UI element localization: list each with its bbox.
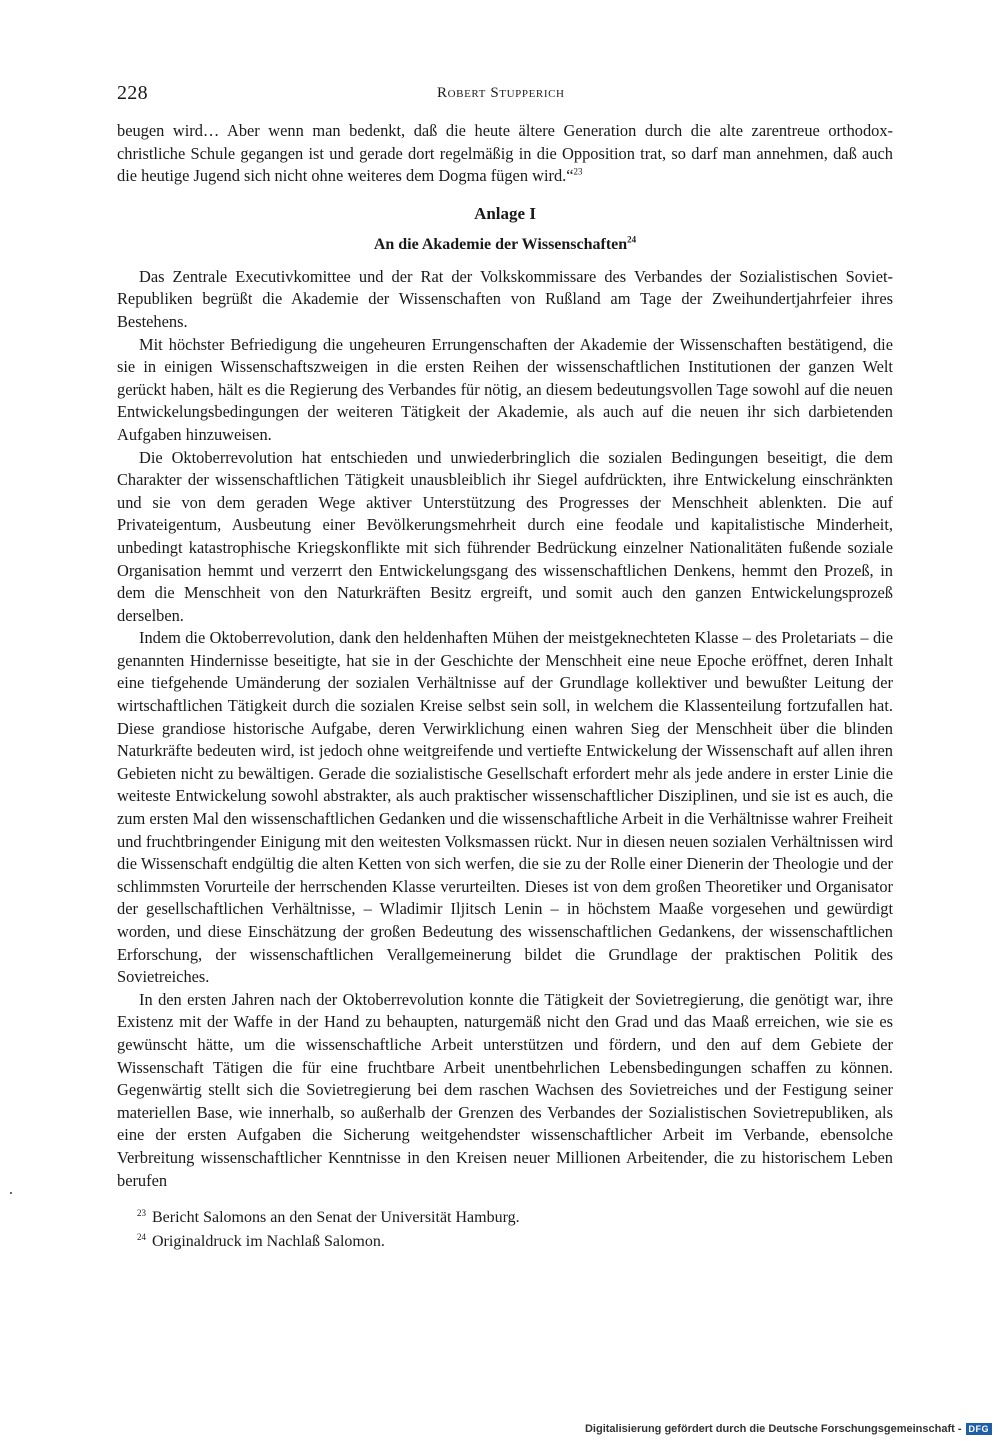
- page-number: 228: [117, 82, 148, 104]
- running-head: Robert Stupperich: [437, 85, 565, 101]
- footnote-24: [117, 1230, 893, 1254]
- paragraph-5: In den ersten Jahren nach der Oktoberrevolution konnte die Tätigkeit der Sovietregierung, die genötigt war, ihre Existenz mit der Waffe in der Hand zu behaupten, naturgemäß nicht den Grad und das Maaß erreichen, wie sie es gewünscht hätte, um die wissenschaftliche Arbeit unterstützen und fördern, und den auf dem Gebiete der Wissenschaft Tätigen die für eine fruchtbare Arbeit unentbehrlichen Lebensbedingungen schaffen zu können. Gegenwärtig stellt sich die Sovietregierung bei dem raschen Wachsen des Sovietreiches und der Festigung seiner materiellen Base, wie innerhalb, so außerhalb der Grenzen des Verbandes der Sozialistischen Sovietrepubliken, als eine der ersten Aufgaben die Sicherung weitgehendster wissenschaftlicher Arbeit im Verbande, ebensolche Verbreitung wissenschaftlicher Kenntnisse in den Kreisen neuer Millionen Arbeitender, die zu historischem Leben berufen: [117, 989, 893, 1190]
- paragraph-4: Indem die Oktoberrevolution, dank den heldenhaften Mühen der meistgeknechteten Klasse – des Proletariats – die genannten Hindernisse beseitigte, hat sie in der Geschichte der Menschheit eine neue Epoche eröffnet, deren Inhalt eine tiefgehende Umänderung der sozialen Verhältnisse auf der Grundlage kollektiver und bewußter Leitung der wirtschaftlichen Tätigkeit durch die sozialen Kreise selbst sein soll, in welchem die Klassenteilung fortzufallen hat. Diese grandiose historische Aufgabe, deren Verwirklichung einen wahren Sieg der Menschheit über die blinden Naturkräfte bedeuten wird, ist jedoch ohne weitgreifende und vertiefte Entwickelung der Wissenschaft auf allen ihren Gebieten nicht zu bewältigen. Gerade die sozialistische Gesellschaft erfordert mehr als jede andere in erster Linie die weiteste Entwickelung sowohl abstrakter, als auch praktischer wissenschaftlicher Disziplinen, und sie ist es auch, die zum ersten Mal den wissenschaftlichen Gedanken und die wissenschaftliche Arbeit in die Verhältnisse wahrer Freiheit und fruchtbringender Einigung mit den weitesten Volksmassen rückt. Nur in diesen neuen sozialen Verhältnissen wird die Wissenschaft endgültig die alten Ketten von sich werfen, die sie zu der Rolle einer Dienerin der Theologie und der schlimmsten Vorurteile der herrschenden Klasse verurteilten. Dieses ist von dem großen Theoretiker und Organisator der gesellschaftlichen Verhältnisse, – Wladimir Iljitsch Lenin – in höchstem Maaße vorgesehen und gewürdigt worden, und diese Einschätzung der großen Bedeutung des wissenschaftlichen Gedankens, der wissenschaftlichen Erforschung, der wissenschaftlichen Verallgemeinerung bildet die Grundlage der praktischen Politik des Sovietreiches.: [117, 628, 893, 987]
- credit-text: Digitalisierung gefördert durch die Deutsche Forschungsgemeinschaft -: [584, 1423, 962, 1435]
- footnote-text: Bericht Salomons an den Senat der Universität Hamburg.: [152, 1209, 520, 1226]
- paragraph-2: Mit höchster Befriedigung die ungeheuren Errungenschaften der Akademie der Wissenschaften bestätigend, die sie in einigen Wissenschaftszweigen in die ersten Reihen der wissenschaftlichen Institutionen der ganzen Welt gerückt haben, hält es die Regierung des Verbandes für nötig, an diesem bedeutungsvollen Tage sowohl auf die neuen Entwickelungsbedingungen der weiteren Tätigkeit der Akademie, als auch auf die neuen ihr sich darbietenden Aufgaben hinzuweisen.: [117, 334, 893, 444]
- section-subtitle-text: An die Akademie der Wissenschaften: [373, 235, 628, 253]
- footnote-ref-23[interactable]: 23: [573, 166, 583, 177]
- footnotes: [117, 1206, 893, 1254]
- section-title: Anlage I: [474, 203, 536, 223]
- footnote-ref-24[interactable]: 24: [627, 234, 637, 245]
- margin-mark: [10, 1192, 12, 1194]
- dfg-logo-icon[interactable]: DFG: [966, 1423, 993, 1435]
- footnote-number: 23: [137, 1207, 146, 1218]
- footnote-text: Originaldruck im Nachlaß Salomon.: [152, 1233, 385, 1250]
- footnote-23: [117, 1206, 893, 1230]
- section-subtitle: [117, 234, 893, 256]
- footnote-number: 24: [137, 1231, 146, 1242]
- paragraph-3: Die Oktoberrevolution hat entschieden und unwiederbringlich die sozialen Bedingungen beseitigt, die dem Charakter der wissenschaftlichen Tätigkeit unausbleiblich ihr Siegel aufdrückten, ihre Entwickelung einschränkten und sie von dem geraden Wege aktiver Unterstützung des Progresses der Menschheit ablenkten. Die auf Privateigentum, Ausbeutung einer Bevölkerungsmehrheit durch eine feodale und kapitalistische Minderheit, unbedingt katastrophische Kriegskonflikte mit sich führender Bedrückung einzelner Nationalitäten fußende soziale Organisation hemmt und verzerrt den Entwickelungsgang des wissenschaftlichen Denkens, hemmt den Prozeß, in dem die Menschheit von den Naturkräften Besitz ergreift, und somit auch den ganzen Entwickelungsprozeß derselben.: [117, 447, 893, 625]
- body-text: [117, 120, 893, 1192]
- intro-paragraph-text: beugen wird… Aber wenn man bedenkt, daß die heute ältere Generation durch die alte zarentreue orthodox-christliche Schule gegangen ist und gerade dort regelmäßig in die Opposition trat, so darf man annehmen, daß auch die heutige Jugend sich nicht ohne weiteres dem Dogma fügen wird.“: [117, 121, 893, 186]
- intro-paragraph: [117, 120, 893, 188]
- page-header: [117, 82, 893, 108]
- paragraph-1: Das Zentrale Executivkomittee und der Rat der Volkskommissare des Verbandes der Sozialistischen Soviet-Republiken begrüßt die Akademie der Wissenschaften von Rußland am Tage der Zweihundertjahrfeier ihres Bestehens.: [117, 266, 893, 331]
- digitization-credit: [585, 1423, 992, 1435]
